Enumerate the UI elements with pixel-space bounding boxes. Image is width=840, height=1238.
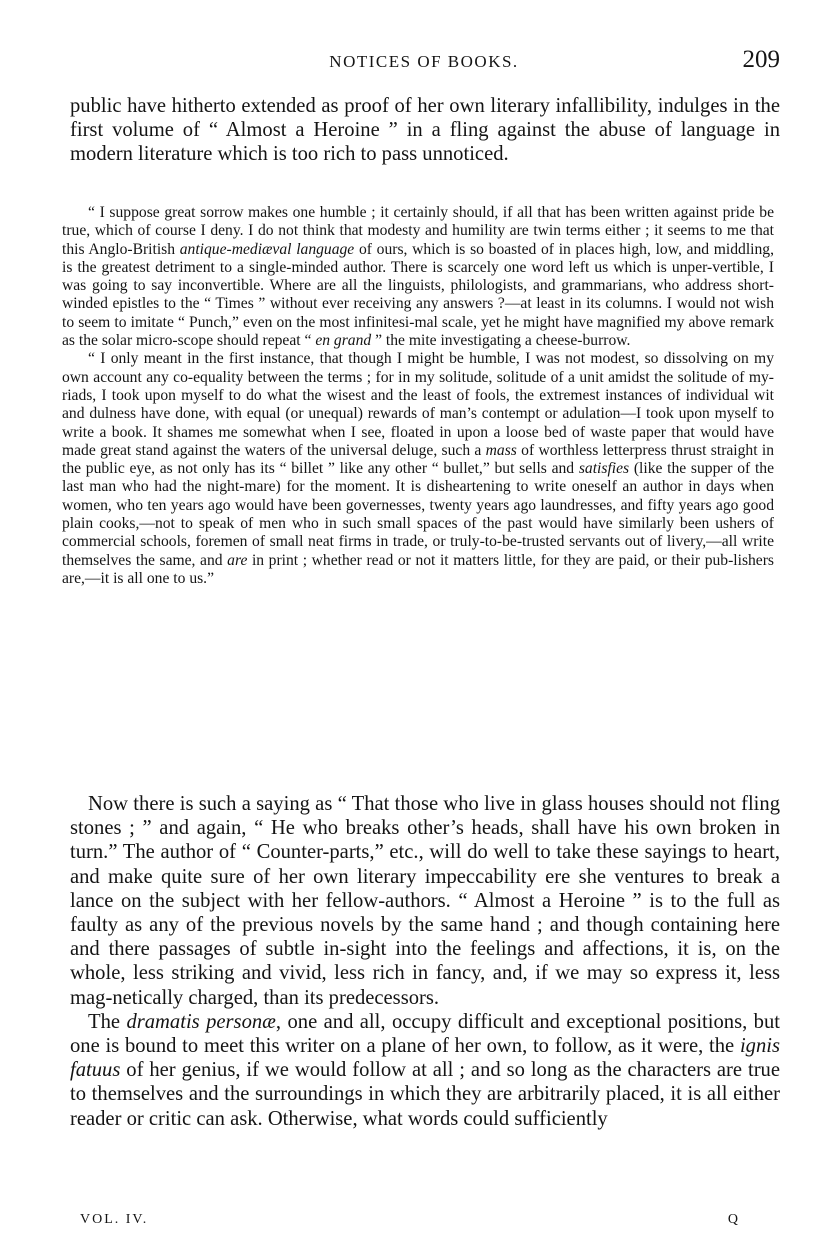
quote-p2-italic-2: satisfies	[578, 460, 630, 478]
commentary	[70, 792, 780, 1131]
running-head	[68, 48, 780, 78]
commentary-paragraph-1: Now there is such a saying as “ That those who live in glass houses should not fling stones ; ” and again, “ He who breaks other’s heads, shall have his own broken in turn.” The author of “ Counter-parts,” etc., will do well to take these sayings to heart, and make quite sure of her own literary impeccability ere she ventures to break a lance on the subject with her fellow-authors. “ Almost a Heroine ” is to the full as faulty as any of the previous novels by the same hand ; and though containing here and there passages of subtle in-sight into the feelings and affections, it is, on the whole, less striking and vivid, less rich in fancy, and, if we may so express it, less mag-netically charged, than its predecessors.	[70, 793, 780, 1009]
intro-paragraph	[70, 94, 780, 167]
intro-text: public have hitherto extended as proof of her own literary infallibility, indulges in the first volume of “ Almost a Heroine ” in a fling against the abuse of language in modern literature which is too rich to pass unnoticed.	[70, 95, 780, 166]
quote-p2-italic-3: are	[227, 551, 248, 569]
commentary-p2-text-b: , one and all, occupy difficult and exceptional positions, but one is bound to meet this writer on a plane of her own, to follow, as it were, the	[70, 1010, 780, 1058]
quote-p2-italic-1: mass	[485, 441, 517, 459]
volume-marker: VOL. IV.	[80, 1212, 149, 1227]
quote-paragraph-1	[62, 204, 774, 350]
running-title: NOTICES OF BOOKS.	[329, 52, 519, 71]
commentary-p2-italic-1: dramatis personæ	[126, 1010, 276, 1033]
quote-p1-italic-1: antique-mediæval language	[179, 240, 355, 258]
signature-mark: Q	[727, 1212, 740, 1227]
quote-p2-text-a: “ I only meant in the first instance, that though I might be humble, I was not modest, so dissolving on my own account any co-equality between the terms ; for in my solitude, solitude of a unit amidst the solitude of my-riads, I took upon myself to do what the wisest and the least of fools, the extremest instances of individual wit and dulness have done, with equal (or unequal) rewards of man’s contempt or adulation—I took upon myself to write a book. It shames me somewhat when I see, floated in upon a loose bed of waste paper that would have made great stand against the waters of the universal deluge, such a	[62, 350, 774, 459]
quote-p2-text-b: of worthless letterpress thrust straight in the public eye, as not only has its “ billet ” like any other “ bullet,” but sells and	[62, 441, 775, 478]
quote-p1-text-b: of ours, which is so boasted of in places high, low, and middling, is the greatest detriment to a single-minded author. There is scarcely one word left us which is unper-vertible, I was going to say inconvertible. Where are all the linguists, philologists, and grammarians, who address short-winded epistles to the “ Times ” without ever receiving any answers ?—at least in its columns. I would not wish to seem to imitate “ Punch,” even on the most infinitesi-mal scale, yet he might have magnified my above remark as the solar micro-scope should repeat “	[62, 240, 774, 350]
block-quote	[62, 204, 774, 588]
commentary-p2-text-a: The	[88, 1010, 127, 1033]
commentary-p2-italic-2: ignis fatuus	[70, 1035, 780, 1082]
quote-paragraph-2	[62, 350, 774, 588]
quote-p1-text-c: ” the mite investigating a cheese-burrow.	[371, 332, 631, 350]
quote-p1-italic-2: en grand	[315, 332, 372, 350]
commentary-paragraph-2	[70, 1010, 780, 1131]
quote-p1-text-a: “ I suppose great sorrow makes one humble ; it certainly should, if all that has been written against pride be true, which of course I deny. I do not think that modesty and humility are twin terms either ; it seems to me that this Anglo-British	[62, 204, 774, 258]
quote-p2-text-c: (like the supper of the last man who had the night-mare) for the moment. It is disheartening to write oneself an author in days when women, who ten years ago would have been governesses, twenty years ago laundresses, and fifty years ago good plain cooks,—not to speak of men who in such small spaces of the past would have similarly been ushers of commercial schools, foremen of small neat firms in trade, or truly-to-be-trusted servants out of livery,—all write themselves the same, and	[62, 460, 774, 569]
commentary-p2-text-c: of her genius, if we would follow at all ; and so long as the characters are true to themselves and the surroundings in which they are arbitrarily placed, it is all either reader or critic can ask. Otherwise, what words could sufficiently	[70, 1059, 780, 1130]
quote-p2-text-d: in print ; whether read or not it matters little, for they are paid, or their pub-lishers are,—it is all one to us.”	[62, 551, 774, 587]
page-number: 209	[742, 46, 780, 73]
page-footer	[80, 1212, 740, 1232]
